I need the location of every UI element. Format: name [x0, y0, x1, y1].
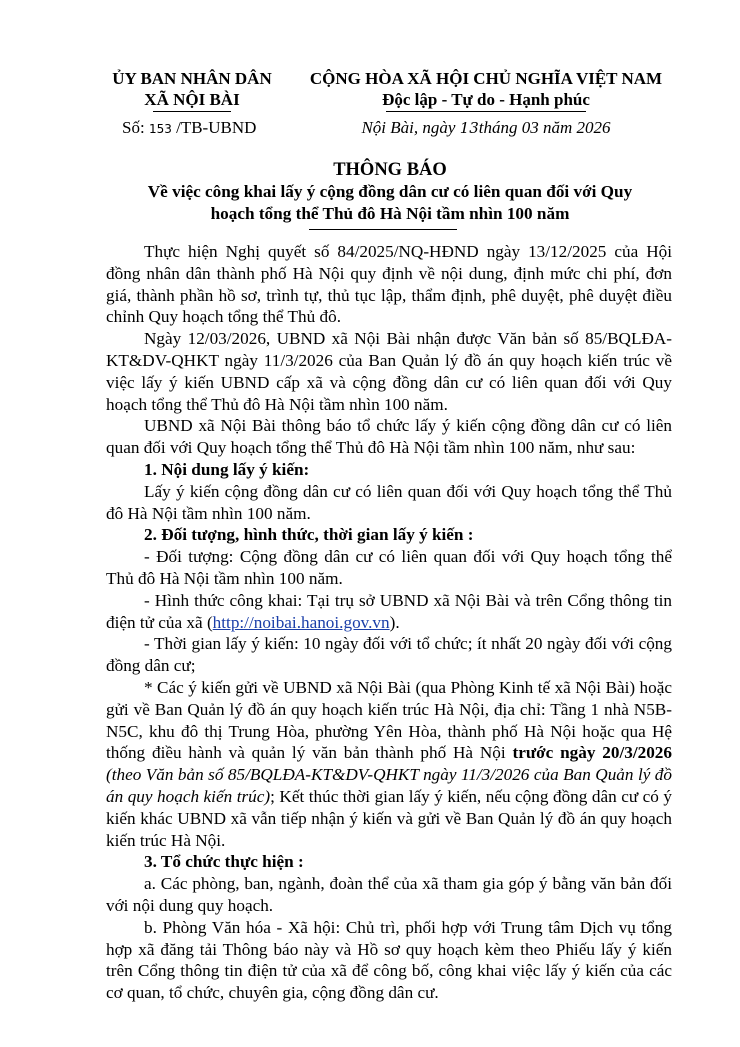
subtitle-line1: Về việc công khai lấy ý cộng đồng dân cư có liên quan đối với Quy — [147, 182, 633, 201]
section-3-item-a: a. Các phòng, ban, ngành, đoàn thể của xã tham gia góp ý bằng văn bản đối với nội dung quy hoạch. — [106, 874, 672, 915]
form-text: - Hình thức công khai: Tại trụ sở UBND xã Nội Bài và trên Cổng thông tin điện tử của xã ( — [106, 590, 672, 632]
number-suffix: /TB-UBND — [176, 118, 257, 137]
subtitle-line2: hoạch tổng thể Thủ đô Hà Nội tầm nhìn 100 năm — [210, 204, 570, 223]
paragraph-announcement: UBND xã Nội Bài thông báo tổ chức lấy ý kiến cộng đồng dân cư có liên quan đối với Quy hoạch tổng thể Thủ đô Hà Nội tầm nhìn 100 năm, như sau: — [106, 416, 672, 458]
paragraph-received: Ngày 12/03/2026, UBND xã Nội Bài nhận được Văn bản số 85/BQLĐA-KT&DV-QHKT ngày 11/3/2026 của Ban Quản lý đồ án quy hoạch kiến trúc về việc lấy ý kiến UBND cấp xã và cộng đồng dân cư có liên quan đối với Quy hoạch tổng thể Thủ đô Hà Nội tầm nhìn 100 năm. — [106, 329, 672, 414]
reference-document: (theo Văn bản số 85/BQLĐA-KT&DV-QHKT ngày 11/3/2026 của Ban Quản lý đồ án quy hoạch kiến trúc) — [106, 765, 672, 806]
date-suffix: tháng 03 năm 2026 — [478, 118, 611, 137]
motto-underline — [386, 111, 586, 112]
section-1-heading: 1. Nội dung lấy ý kiến: — [144, 459, 310, 479]
agency-name-line1: ỦY BAN NHÂN DÂN — [112, 69, 272, 88]
date-prefix: Nội Bài, ngày — [361, 118, 456, 137]
date-day: 13 — [459, 119, 479, 137]
nation-motto: Độc lập - Tự do - Hạnh phúc — [382, 90, 590, 109]
number-value: 153 — [148, 122, 172, 136]
agency-name-line2: XÃ NỘI BÀI — [144, 90, 240, 109]
number-prefix: Số: — [122, 118, 145, 137]
section-3-heading: 3. Tổ chức thực hiện : — [144, 852, 304, 872]
title-underline — [309, 229, 457, 230]
paragraph-resolution: Thực hiện Nghị quyết số 84/2025/NQ-HĐND ngày 13/12/2025 của Hội đồng nhân dân thành phố Hà Nội quy định về nội dung, định mức chi phí, đơn giá, thành phần hồ sơ, trình tự, thủ tục lập, thẩm định, phê duyệt, phê duyệt điều chỉnh Quy hoạch tổng thể Thủ đô. — [106, 242, 672, 327]
section-3-item-b: b. Phòng Văn hóa - Xã hội: Chủ trì, phối hợp với Trung tâm Dịch vụ tổng hợp xã đăng tải Thông báo này và Hồ sơ quy hoạch kèm theo Phiếu lấy ý kiến trên Cổng thông tin điện tử của xã để công bố, công khai việc lấy ý kiến của các cơ quan, tổ chức, chuyên gia, cộng đồng dân cư. — [106, 917, 672, 1003]
agency-underline — [153, 111, 231, 112]
document-number — [122, 118, 256, 138]
deadline: trước ngày 20/3/2026 — [512, 743, 672, 763]
note-text: * Các ý kiến gửi về UBND xã Nội Bài (qua Phòng Kinh tế xã Nội Bài) hoặc gửi về Ban Quản lý đồ án quy hoạch kiến trúc Hà Nội, địa chỉ: Tầng 1 nhà N5B-N5C, khu đô thị Trung Hòa, phường Yên Hòa, thành phố Hà Nội hoặc qua Hệ thống điều hành và quản lý văn bản thành phố Hà Nội — [106, 677, 672, 763]
section-2-form — [106, 590, 672, 634]
document-body — [106, 241, 672, 1004]
website-link[interactable]: http://noibai.hanoi.gov.vn — [212, 612, 390, 632]
nation-name: CỘNG HÒA XÃ HỘI CHỦ NGHĨA VIỆT NAM — [309, 69, 663, 88]
document-title: THÔNG BÁO — [333, 160, 447, 180]
section-2-time: - Thời gian lấy ý kiến: 10 ngày đối với tổ chức; ít nhất 20 ngày đối với cộng đồng dân cư; — [106, 634, 672, 676]
section-2-heading: 2. Đối tượng, hình thức, thời gian lấy ý kiến : — [144, 525, 474, 545]
section-1-text: Lấy ý kiến cộng đồng dân cư có liên quan đối với Quy hoạch tổng thể Thủ đô Hà Nội tầm nhìn 100 năm. — [106, 481, 672, 523]
note-text-end: ; Kết thúc thời gian lấy ý kiến, nếu cộng đồng dân cư có ý kiến khác UBND xã vẫn tiếp nhận ý kiến và gửi về Ban Quản lý đồ án quy hoạch kiến trúc Hà Nội. — [106, 786, 672, 850]
section-2-target: - Đối tượng: Cộng đồng dân cư có liên quan đối với Quy hoạch tổng thể Thủ đô Hà Nội tầm nhìn 100 năm. — [106, 547, 672, 588]
document-date — [300, 118, 672, 138]
section-2-note — [106, 677, 672, 851]
form-text-end: ). — [389, 612, 400, 632]
